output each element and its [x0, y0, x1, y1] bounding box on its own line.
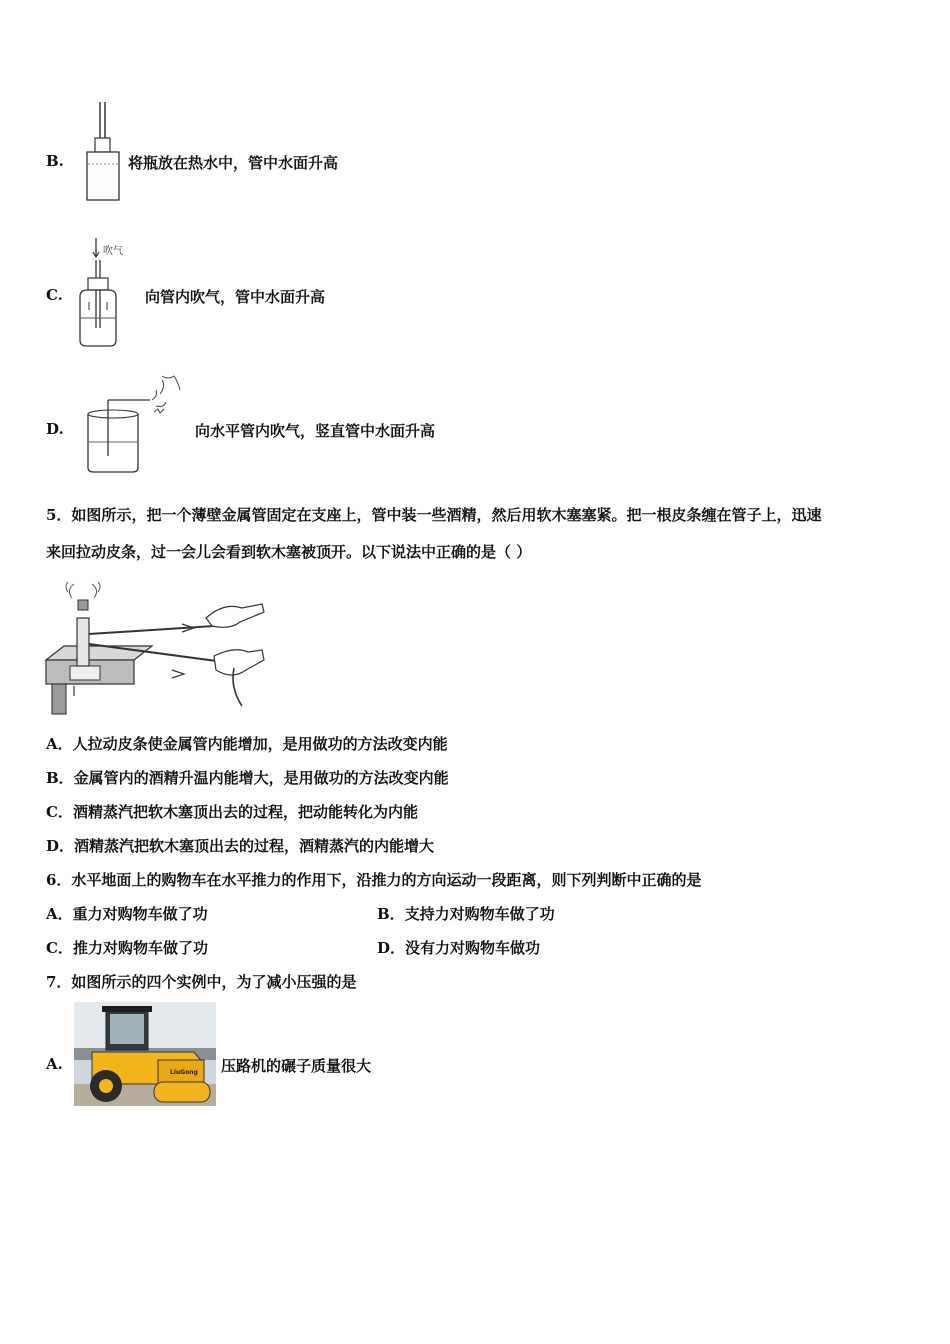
q7-option-a-text: 压路机的碾子质量很大	[221, 1057, 372, 1075]
metal-tube-friction-figure	[44, 578, 266, 716]
q5-option-c: C．酒精蒸汽把软木塞顶出去的过程，把动能转化为内能	[46, 803, 418, 821]
road-roller-photo	[74, 1002, 216, 1106]
option-b-text: 将瓶放在热水中，管中水面升高	[128, 154, 339, 172]
blow-into-tube-figure	[74, 236, 140, 348]
q5-stem-line1: 5．如图所示，把一个薄壁金属管固定在支座上，管中装一些酒精，然后用软木塞塞紧。把一根皮条缠在管子上，迅速	[46, 506, 822, 524]
blow-label: 吹气	[103, 246, 123, 257]
option-d-text: 向水平管内吹气，竖直管中水面升高	[195, 422, 436, 440]
horizontal-tube-blow-figure	[80, 370, 190, 476]
q6-option-a: A．重力对购物车做了功	[46, 905, 208, 923]
q5-stem-line2: 来回拉动皮条，过一会儿会看到软木塞被顶开。以下说法中正确的是（ ）	[46, 543, 532, 561]
option-d-letter: D.	[46, 420, 64, 438]
q7-option-a-letter: A.	[46, 1055, 63, 1073]
q5-option-b: B．金属管内的酒精升温内能增大，是用做功的方法改变内能	[46, 769, 449, 787]
option-b-letter: B.	[46, 152, 64, 170]
q5-option-a: A．人拉动皮条使金属管内能增加，是用做功的方法改变内能	[46, 735, 448, 753]
q6-option-d: D．没有力对购物车做功	[377, 939, 541, 957]
option-c-text: 向管内吹气，管中水面升高	[145, 288, 326, 306]
q5-option-d: D．酒精蒸汽把软木塞顶出去的过程，酒精蒸汽的内能增大	[46, 837, 435, 855]
q6-stem: 6．水平地面上的购物车在水平推力的作用下，沿推力的方向运动一段距离，则下列判断中正确的是	[46, 871, 702, 889]
bottle-hot-water-figure	[82, 100, 124, 204]
option-c-letter: C.	[46, 286, 63, 304]
q7-stem: 7．如图所示的四个实例中，为了减小压强的是	[46, 973, 357, 991]
q6-option-b: B．支持力对购物车做了功	[377, 905, 555, 923]
q6-option-c: C．推力对购物车做了功	[46, 939, 208, 957]
brand-label: LiuGong	[170, 1069, 198, 1076]
